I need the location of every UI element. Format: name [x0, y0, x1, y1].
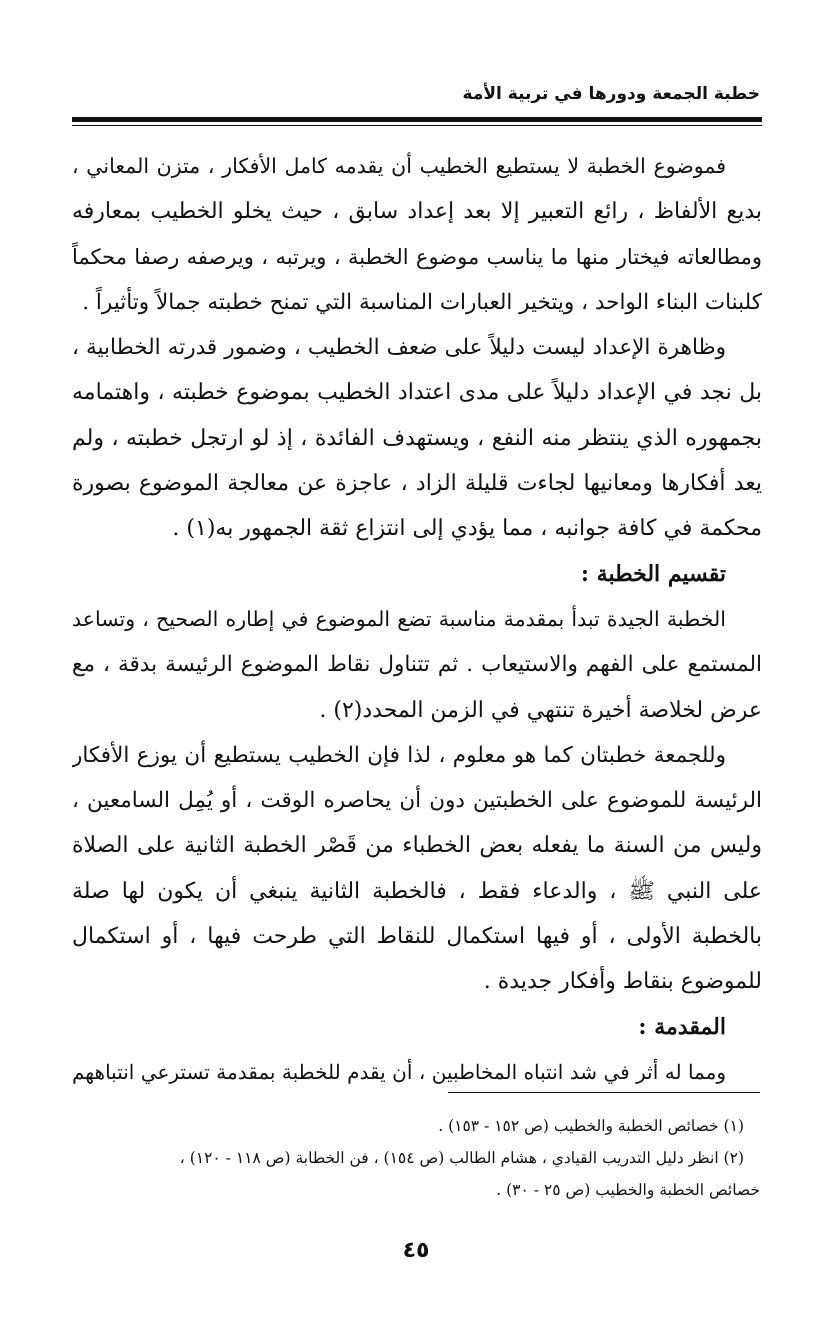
- text-line: على النبي ﷺ ، والدعاء فقط ، فالخطبة الثانية ينبغي أن يكون لها صلة: [72, 878, 762, 904]
- text-line: وظاهرة الإعداد ليست دليلاً على ضعف الخطيب ، وضمور قدرته الخطابية ،: [72, 335, 726, 361]
- running-head: خطبة الجمعة ودورها في تربية الأمة: [462, 84, 760, 104]
- page-number: ٤٥: [402, 1238, 430, 1263]
- header-rule-thin: [72, 125, 762, 126]
- text-line: فموضوع الخطبة لا يستطيع الخطيب أن يقدمه كامل الأفكار ، متزن المعاني ،: [72, 154, 726, 178]
- text-line: بجمهوره الذي ينتظر منه النفع ، ويستهدف الفائدة ، إذ لو ارتجل خطبته ، ولم: [72, 425, 762, 451]
- footnote-continuation: خصائص الخطبة والخطيب (ص ٢٥ - ٣٠) .: [496, 1181, 760, 1199]
- footnote: (٢) انظر دليل التدريب القيادي ، هشام الطالب (ص ١٥٤) ، فن الخطابة (ص ١١٨ - ١٢٠) ،: [179, 1149, 744, 1167]
- text-line: الخطبة الجيدة تبدأ بمقدمة مناسبة تضع الموضوع في إطاره الصحيح ، وتساعد: [72, 606, 726, 631]
- text-line: للموضوع بنقاط وأفكار جديدة .: [483, 969, 762, 995]
- footnote: (١) خصائص الخطبة والخطيب (ص ١٥٢ - ١٥٣) .: [438, 1117, 744, 1135]
- text-line: وللجمعة خطبتان كما هو معلوم ، لذا فإن الخطيب يستطيع أن يوزع الأفكار: [72, 742, 726, 768]
- text-line: كلبنات البناء الواحد ، ويتخير العبارات المناسبة التي تمنح خطبته جمالاً وتأثيراً .: [82, 289, 762, 315]
- text-line: محكمة في كافة جوانبه ، مما يؤدي إلى انتزاع ثقة الجمهور به(١) .: [172, 516, 762, 542]
- text-line: بديع الألفاظ ، رائع التعبير إلا بعد إعداد سابق ، حيث يخلو الخطيب بمعارفه: [72, 199, 762, 225]
- body-text: [72, 144, 762, 1095]
- text-line: عرض لخلاصة أخيرة تنتهي في الزمن المحدد(٢) .: [319, 697, 762, 723]
- text-line: ومطالعاته فيختار منها ما يناسب موضوع الخطبة ، ويرتبه ، ويرصفه رصفا محكماً: [72, 244, 762, 269]
- text-line: المستمع على الفهم والاستيعاب . ثم تتناول نقاط الموضوع الرئيسة بدقة ، مع: [72, 652, 762, 678]
- text-line: الرئيسة للموضوع على الخطبتين دون أن يحاصره الوقت ، أو يُمِل السامعين ،: [72, 788, 762, 814]
- text-line: بالخطبة الأولى ، أو فيها استكمال للنقاط التي طرحت فيها ، أو استكمال: [72, 924, 762, 950]
- text-line: وليس من السنة ما يفعله بعض الخطباء من قَصْر الخطبة الثانية على الصلاة: [72, 833, 762, 859]
- header-rule-thick: [72, 117, 762, 122]
- footnotes: [72, 1110, 760, 1206]
- section-heading: تقسيم الخطبة :: [580, 560, 726, 587]
- text-line: ومما له أثر في شد انتباه المخاطبين ، أن يقدم للخطبة بمقدمة تسترعي انتباههم: [72, 1059, 726, 1084]
- section-heading: المقدمة :: [638, 1013, 726, 1040]
- footnote-rule: [448, 1092, 760, 1093]
- text-line: بل نجد في الإعداد دليلاً على مدى اعتداد الخطيب بموضوع خطبته ، واهتمامه: [72, 380, 762, 406]
- text-line: يعد أفكارها ومعانيها لجاءت قليلة الزاد ، عاجزة عن معالجة الموضوع بصورة: [72, 471, 762, 497]
